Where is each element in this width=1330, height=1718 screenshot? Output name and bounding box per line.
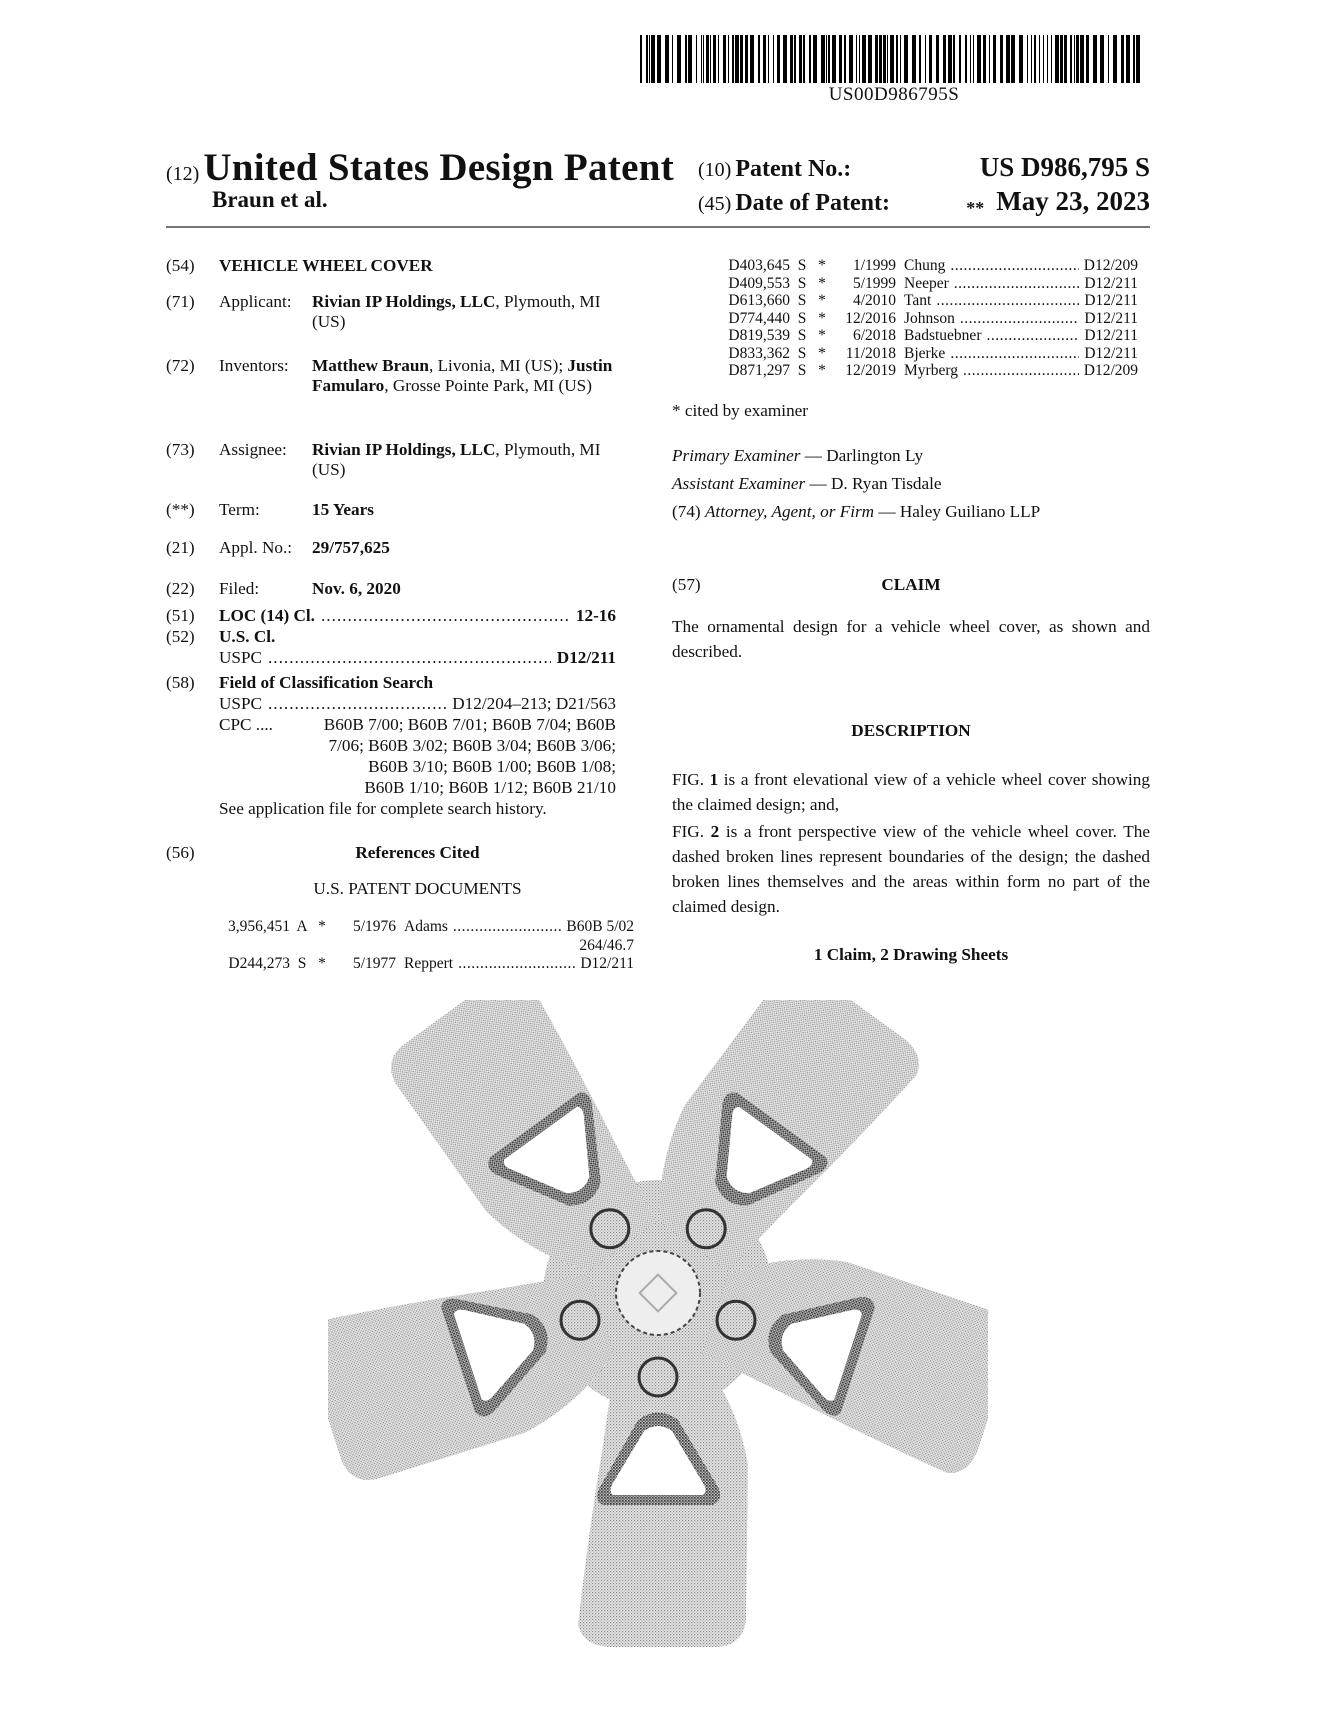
assignee-name: Rivian IP Holdings, LLC (312, 440, 496, 459)
leader-dots (986, 327, 1079, 345)
uspc-value: D12/211 (556, 648, 616, 667)
assignee-location: , Plymouth, MI (US) (312, 440, 601, 479)
reference-row (706, 292, 1138, 310)
ref-number: D409,553 (728, 274, 790, 292)
ref-class: D12/211 (580, 955, 634, 972)
uspc-label: USPC (219, 694, 262, 713)
patent-no-label: Patent No.: (735, 156, 852, 182)
inventors-short: Braun et al. (212, 187, 328, 212)
ref-class: D12/211 (1084, 292, 1138, 309)
ref-star: * (818, 292, 826, 309)
references-subheading: U.S. PATENT DOCUMENTS (313, 879, 522, 898)
field-label: Field of Classification Search (219, 673, 434, 692)
primary-examiner (672, 443, 1150, 468)
fig2-number: 2 (710, 822, 720, 841)
lug-nut (591, 1210, 629, 1248)
ref-number: D244,273 (228, 955, 290, 972)
reference-row (206, 918, 634, 936)
document-type-heading (166, 145, 674, 190)
leader-dots (954, 275, 1080, 293)
inventor-location: , Grosse Pointe Park, MI (US) (384, 376, 592, 395)
ref-star: * (818, 327, 826, 344)
reference-row (206, 955, 634, 973)
cpc-line: 7/06; B60B 3/02; B60B 3/04; B60B 3/06; (328, 736, 616, 755)
cited-by-examiner-note: * cited by examiner (672, 401, 809, 420)
field-label: Appl. No.: (219, 538, 293, 557)
ref-kind: S (797, 309, 807, 327)
date-label: Date of Patent: (735, 190, 890, 216)
field-code: (72) (166, 356, 195, 375)
leader-dots (950, 257, 1078, 275)
ref-class-secondary: 264/46.7 (579, 936, 634, 954)
uspc-label: USPC (219, 648, 262, 667)
search-history-note: See application file for complete search history. (219, 799, 547, 818)
ref-class: D12/211 (1084, 344, 1138, 362)
ref-star: * (318, 955, 326, 972)
cpc-line: B60B 7/00; B60B 7/01; B60B 7/04; B60B (323, 715, 616, 734)
field-code: (71) (166, 292, 195, 311)
ref-date: 5/1999 (852, 274, 896, 292)
ref-kind: S (797, 362, 807, 379)
lug-nut (639, 1358, 677, 1396)
ref-number: D774,440 (728, 309, 790, 327)
ref-number: D871,297 (728, 362, 790, 379)
ref-name: Johnson (904, 309, 955, 327)
field-code: (**) (166, 500, 195, 519)
ref-number: D833,362 (728, 344, 790, 362)
field-code: (54) (166, 256, 195, 275)
date-code: (45) (698, 193, 732, 215)
ref-name: Tant (904, 292, 932, 309)
barcode (640, 35, 1148, 83)
leader-dots (960, 310, 1079, 328)
date-value: May 23, 2023 (996, 186, 1150, 216)
reference-row (706, 275, 1138, 293)
attorney-label: Attorney, Agent, or Firm (704, 502, 875, 521)
assistant-examiner-name: — D. Ryan Tisdale (809, 474, 942, 493)
ref-name: Myrberg (904, 362, 958, 379)
loc-row (219, 606, 616, 626)
leader-dots (458, 955, 575, 973)
field-label: Inventors: (219, 356, 289, 375)
ref-class: D12/211 (1084, 309, 1138, 327)
ref-star: * (318, 918, 326, 935)
header-divider (166, 226, 1150, 228)
leader-dots (321, 606, 570, 626)
ref-number: D819,539 (728, 327, 790, 344)
ref-date: 5/1977 (352, 955, 396, 972)
ref-name: Badstuebner (904, 327, 982, 344)
ref-name: Reppert (404, 955, 454, 972)
ref-class: D12/209 (1083, 362, 1138, 379)
inventor-name: Justin Famularo (312, 356, 613, 395)
date-marker: ** (966, 198, 985, 218)
ref-date: 6/2018 (852, 327, 896, 344)
field-code: (58) (166, 673, 195, 692)
fig1-prefix: FIG. (672, 770, 710, 789)
description-fig2 (672, 819, 1150, 919)
claims-drawing-summary: 1 Claim, 2 Drawing Sheets (813, 945, 1009, 964)
fig1-text: is a front elevational view of a vehicle wheel cover showing the claimed design; and, (672, 770, 1150, 814)
cpc-line: B60B 3/10; B60B 1/00; B60B 1/08; (368, 757, 616, 776)
cpc-label: CPC .... (219, 715, 273, 734)
ref-name: Adams (404, 918, 448, 935)
reference-row (706, 257, 1138, 275)
assignee-value (312, 440, 632, 480)
ref-star: * (818, 309, 826, 327)
reference-row (706, 362, 1138, 380)
field-label: Assignee: (219, 440, 287, 459)
ref-class: D12/211 (1084, 327, 1138, 344)
doc-code: (12) (166, 163, 200, 185)
ref-date: 1/1999 (852, 257, 896, 274)
us-class-row (219, 648, 616, 668)
assistant-examiner-label: Assistant Examiner (672, 474, 806, 493)
ref-date: 4/2010 (852, 292, 896, 309)
invention-title: VEHICLE WHEEL COVER (219, 256, 433, 275)
leader-dots (268, 694, 446, 714)
field-label: Term: (219, 500, 260, 519)
ref-kind: S (797, 327, 807, 344)
ref-number: D613,660 (728, 292, 790, 309)
inventor-name: Matthew Braun (312, 356, 429, 375)
ref-name: Chung (904, 257, 946, 274)
wheel-cover-drawing (328, 1000, 988, 1690)
field-code: (21) (166, 538, 195, 557)
loc-value: 12-16 (575, 606, 616, 625)
wheel-cover (328, 1000, 988, 1647)
applicant-name: Rivian IP Holdings, LLC (312, 292, 496, 311)
ref-kind: S (797, 292, 807, 309)
ref-kind: S (797, 274, 807, 292)
leader-dots (950, 345, 1079, 363)
ref-name: Neeper (904, 274, 949, 292)
reference-row (706, 310, 1138, 328)
cpc-line: B60B 1/10; B60B 1/12; B60B 21/10 (364, 778, 616, 797)
attorney-name: — Haley Guiliano LLP (878, 502, 1041, 521)
field-label: Filed: (219, 579, 260, 598)
reference-row (706, 327, 1138, 345)
patent-number-row (698, 152, 1150, 183)
patent-no-value: US D986,795 S (979, 152, 1150, 182)
field-label: Applicant: (219, 292, 292, 311)
applicant-location: , Plymouth, MI (US) (312, 292, 601, 331)
attorney (672, 499, 1150, 524)
lug-nut (717, 1301, 755, 1339)
description-fig1 (672, 767, 1150, 817)
ref-kind: S (297, 955, 307, 972)
leader-dots (453, 918, 561, 936)
fig2-prefix: FIG. (672, 822, 711, 841)
claim-heading-row (672, 572, 1150, 597)
claim-code: (57) (672, 575, 701, 594)
field-code: (52) (166, 627, 195, 646)
filed-value: Nov. 6, 2020 (312, 579, 401, 598)
ref-number: D403,645 (728, 257, 790, 274)
inventor-location: , Livonia, MI (US); (428, 356, 564, 375)
leader-dots (963, 362, 1079, 380)
field-code: (73) (166, 440, 195, 459)
ref-date: 12/2019 (845, 362, 896, 379)
ref-kind: A (296, 918, 308, 935)
lug-nut (561, 1301, 599, 1339)
ref-star: * (818, 362, 826, 379)
lug-nut (687, 1210, 725, 1248)
primary-examiner-name: — Darlington Ly (804, 446, 924, 465)
cpc-row (219, 715, 616, 735)
center-cap (616, 1251, 700, 1335)
page-title: United States Design Patent (203, 146, 674, 189)
ref-kind: S (797, 257, 807, 274)
claim-heading: CLAIM (881, 575, 941, 594)
claim-text: The ornamental design for a vehicle wheel cover, as shown and described. (672, 617, 1150, 661)
date-of-patent-row (698, 186, 1150, 217)
field-code: (22) (166, 579, 195, 598)
field-label: LOC (14) Cl. (219, 606, 315, 625)
description-heading: DESCRIPTION (851, 721, 971, 740)
ref-class: D12/211 (1084, 274, 1138, 292)
fig2-text: is a front perspective view of the vehicle wheel cover. The dashed broken lines represent boundaries of the design; the dashed broken lines themselves and the areas within form no part of the claimed design. (672, 822, 1150, 916)
search-uspc-value: D12/204–213; D21/563 (452, 694, 616, 713)
ref-star: * (818, 344, 826, 362)
ref-kind: S (797, 344, 807, 362)
primary-examiner-label: Primary Examiner (672, 446, 801, 465)
assistant-examiner (672, 471, 1150, 496)
field-code: (51) (166, 606, 195, 625)
ref-star: * (818, 257, 826, 274)
applicant-value (312, 292, 632, 332)
term-value: 15 Years (312, 500, 374, 519)
ref-class: B60B 5/02 (566, 918, 634, 935)
ref-date: 12/2016 (845, 309, 896, 327)
leader-dots (936, 292, 1079, 310)
leader-dots (268, 648, 551, 668)
ref-date: 11/2018 (845, 344, 896, 362)
ref-name: Bjerke (904, 344, 946, 362)
reference-row (706, 345, 1138, 363)
ref-star: * (818, 274, 826, 292)
barcode-number: US00D986795S (828, 84, 960, 105)
ref-number: 3,956,451 (228, 918, 290, 935)
field-label: U.S. Cl. (219, 627, 276, 646)
ref-class: D12/209 (1083, 257, 1138, 274)
field-code: (56) (166, 843, 195, 862)
search-uspc-row (219, 694, 616, 714)
appl-no-value: 29/757,625 (312, 538, 390, 557)
patent-no-code: (10) (698, 159, 732, 181)
ref-date: 5/1976 (352, 918, 396, 935)
inventors-value (312, 356, 632, 396)
fig1-number: 1 (709, 770, 719, 789)
attorney-code: (74) (672, 502, 701, 521)
references-heading: References Cited (355, 843, 480, 862)
barcode-bar (1136, 35, 1140, 83)
